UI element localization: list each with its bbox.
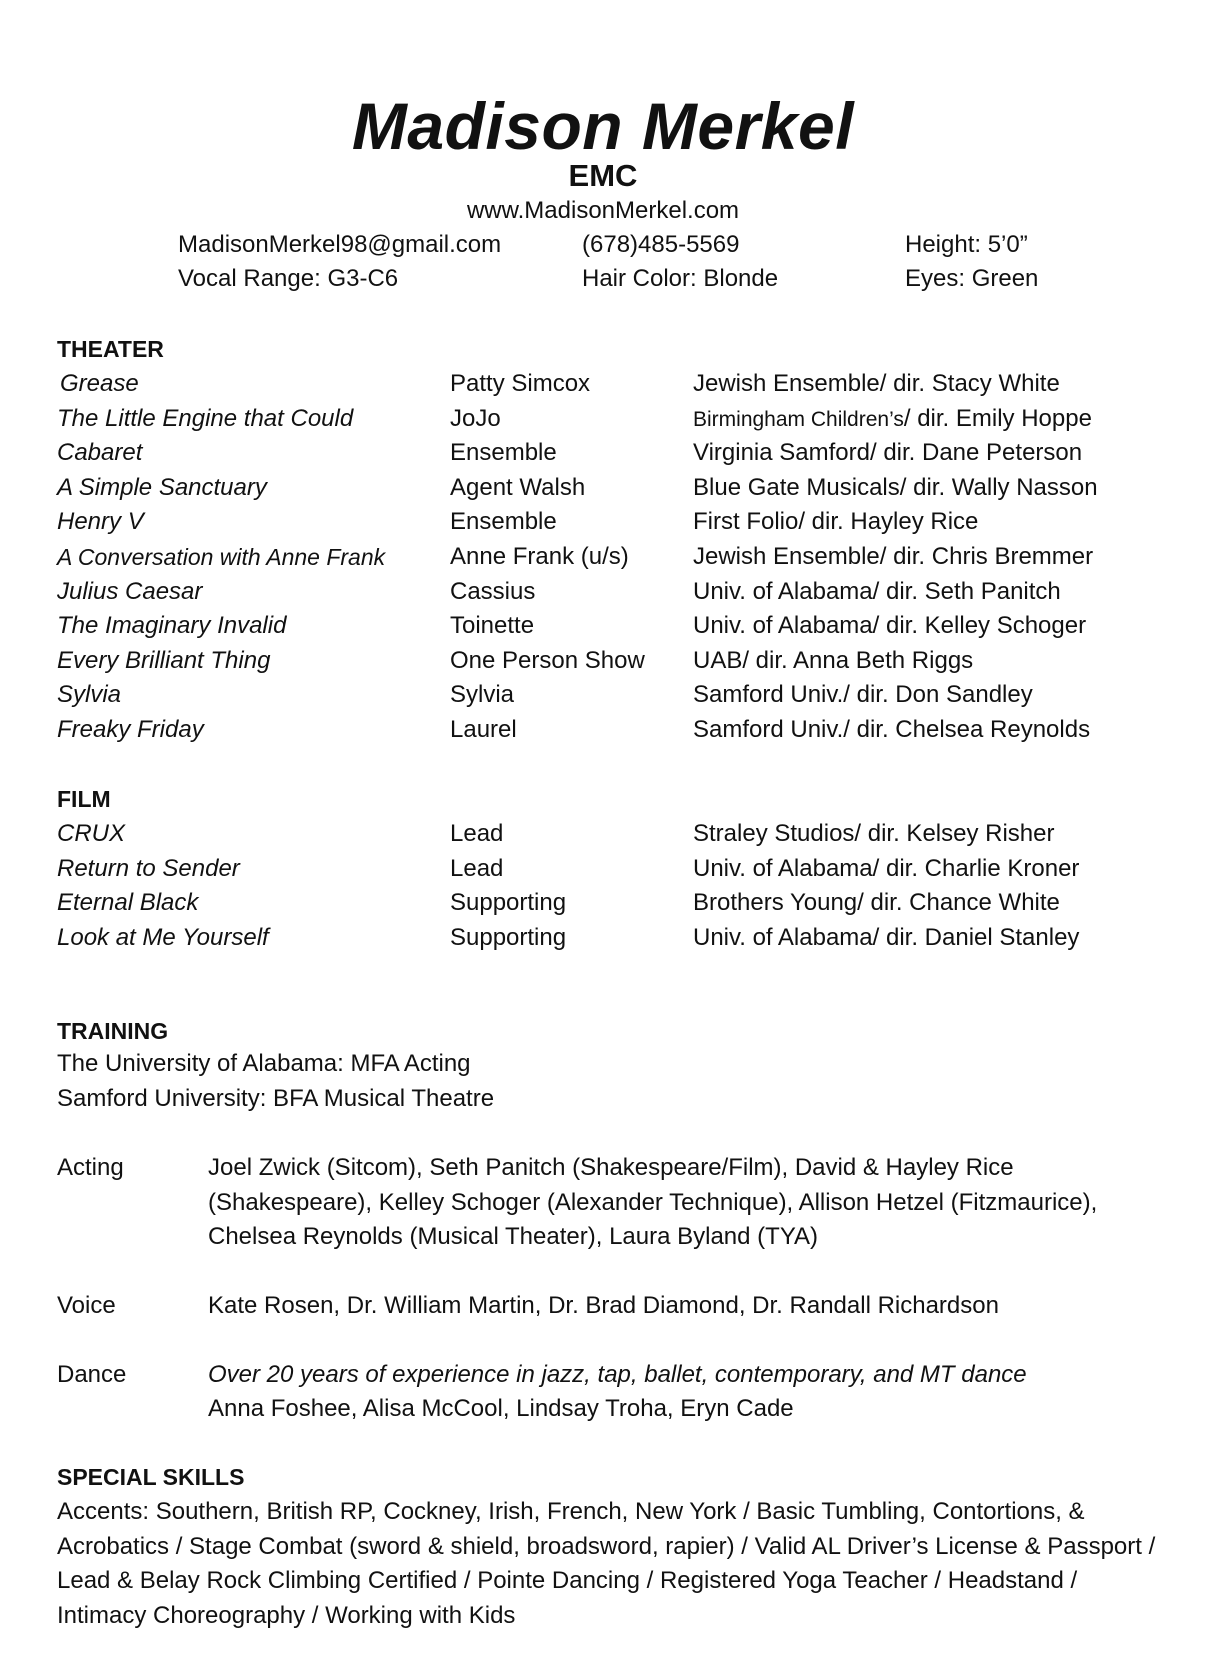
credit-company: Samford Univ./ dir. Don Sandley: [693, 681, 1033, 709]
credit-company: [693, 404, 1092, 435]
credit-title: A Conversation with Anne Frank: [57, 543, 386, 570]
credit-company: Univ. of Alabama/ dir. Kelley Schoger: [693, 612, 1087, 640]
union-status: EMC: [568, 158, 638, 193]
credit-role: Toinette: [450, 612, 535, 640]
credit-title: Eternal Black: [57, 889, 199, 917]
vocal-range-stat: Vocal Range: G3-C6: [178, 265, 399, 292]
credit-role: Laurel: [450, 715, 517, 743]
dance-experience: Over 20 years of experience in jazz, tap, ballet, contemporary, and MT dance: [208, 1361, 1027, 1388]
credit-company: UAB/ dir. Anna Beth Riggs: [693, 646, 974, 674]
credit-role: Lead: [450, 854, 504, 882]
credit-row: [57, 923, 1187, 958]
credit-row: [57, 715, 1187, 750]
credit-role: Agent Walsh: [450, 473, 586, 501]
training-school: The University of Alabama: MFA Acting: [57, 1050, 471, 1077]
eye-color-stat: Eyes: Green: [905, 265, 1039, 292]
credit-row: [57, 819, 1187, 854]
credit-row: [57, 646, 1187, 681]
training-school: Samford University: BFA Musical Theatre: [57, 1085, 495, 1112]
height-stat: Height: 5’0”: [905, 231, 1028, 258]
credit-title: Every Brilliant Thing: [57, 646, 271, 674]
credit-title: Return to Sender: [57, 854, 240, 882]
credit-title: A Simple Sanctuary: [57, 473, 267, 501]
credit-row: [57, 507, 1187, 542]
credit-role: JoJo: [450, 404, 501, 432]
credit-title: Look at Me Yourself: [57, 923, 269, 951]
credit-row: [57, 680, 1187, 715]
credit-role: Supporting: [450, 889, 567, 917]
theater-heading: THEATER: [57, 336, 164, 362]
credit-role: Anne Frank (u/s): [450, 542, 629, 570]
credit-row: [57, 438, 1187, 473]
credit-title: The Little Engine that Could: [57, 404, 354, 432]
credit-title: Freaky Friday: [57, 715, 204, 743]
film-credits: [57, 819, 1187, 957]
credit-role: Sylvia: [450, 681, 515, 709]
credit-title: CRUX: [57, 820, 126, 847]
dance-label: Dance: [57, 1361, 127, 1388]
credit-role: Supporting: [450, 923, 567, 951]
training-heading: TRAINING: [57, 1018, 169, 1044]
credit-company: Univ. of Alabama/ dir. Charlie Kroner: [693, 854, 1080, 882]
hair-color-stat: Hair Color: Blonde: [582, 265, 779, 292]
credit-role: One Person Show: [450, 646, 645, 674]
credit-company: Samford Univ./ dir. Chelsea Reynolds: [693, 715, 1091, 743]
credit-title: Cabaret: [57, 439, 143, 467]
credit-company: Virginia Samford/ dir. Dane Peterson: [693, 439, 1083, 467]
acting-label: Acting: [57, 1154, 124, 1181]
credit-role: Cassius: [450, 577, 536, 605]
special-skills-heading: SPECIAL SKILLS: [57, 1464, 245, 1490]
credit-row: [57, 404, 1187, 439]
special-skills-text: Accents: Southern, British RP, Cockney, Irish, French, New York / Basic Tumbling, Contortions, & Acrobatics / Stage Combat (sword & shield, broadsword, rapier) / Valid AL Driver’s License & Passport / Lead & Belay Rock Climbing Certified / Pointe Dancing / Registered Yoga Teacher / Headstand / Intimacy Choreography / Working with Kids: [57, 1498, 1156, 1629]
credit-row: [57, 369, 1187, 404]
credit-row: [57, 577, 1187, 612]
theater-credits: [57, 369, 1187, 750]
credit-row: [57, 473, 1187, 508]
credit-role: Ensemble: [450, 439, 557, 467]
film-heading: FILM: [57, 786, 111, 812]
website-link[interactable]: www.MadisonMerkel.com: [466, 197, 740, 224]
credit-row: [57, 542, 1187, 577]
credit-company-small: Birmingham Children’s: [693, 407, 904, 431]
credit-title: The Imaginary Invalid: [57, 612, 287, 640]
dance-teachers: Anna Foshee, Alisa McCool, Lindsay Troha, Eryn Cade: [208, 1395, 794, 1422]
credit-company: Brothers Young/ dir. Chance White: [693, 889, 1060, 917]
acting-teachers: Joel Zwick (Sitcom), Seth Panitch (Shakespeare/Film), David & Hayley Rice (Shakespeare), Kelley Schoger (Alexander Technique), Allison Hetzel (Fitzmaurice), Chelsea Reynolds (Musical Theater), Laura Byland (TYA): [208, 1154, 1098, 1250]
credit-title: Julius Caesar: [57, 577, 203, 605]
phone-number: (678)485-5569: [582, 231, 740, 258]
credit-row: [57, 611, 1187, 646]
credit-company: Jewish Ensemble/ dir. Stacy White: [693, 370, 1060, 397]
credit-director: / dir. Emily Hoppe: [903, 404, 1092, 432]
credit-row: [57, 888, 1187, 923]
performer-name: Madison Merkel: [351, 89, 855, 163]
credit-company: First Folio/ dir. Hayley Rice: [693, 508, 979, 536]
voice-label: Voice: [57, 1292, 116, 1319]
credit-company: Univ. of Alabama/ dir. Daniel Stanley: [693, 923, 1080, 951]
credit-title: Grease: [60, 370, 139, 397]
credit-title: Henry V: [57, 508, 144, 536]
credit-company: Jewish Ensemble/ dir. Chris Bremmer: [693, 542, 1094, 570]
credit-company: Blue Gate Musicals/ dir. Wally Nasson: [693, 473, 1098, 501]
credit-role: Patty Simcox: [450, 370, 591, 397]
credit-row: [57, 854, 1187, 889]
voice-teachers: Kate Rosen, Dr. William Martin, Dr. Brad Diamond, Dr. Randall Richardson: [208, 1292, 999, 1319]
credit-role: Ensemble: [450, 508, 557, 536]
email-address[interactable]: MadisonMerkel98@gmail.com: [178, 231, 502, 258]
credit-company: Univ. of Alabama/ dir. Seth Panitch: [693, 577, 1061, 605]
credit-role: Lead: [450, 820, 504, 847]
credit-title: Sylvia: [57, 681, 122, 709]
credit-company: Straley Studios/ dir. Kelsey Risher: [693, 820, 1055, 847]
